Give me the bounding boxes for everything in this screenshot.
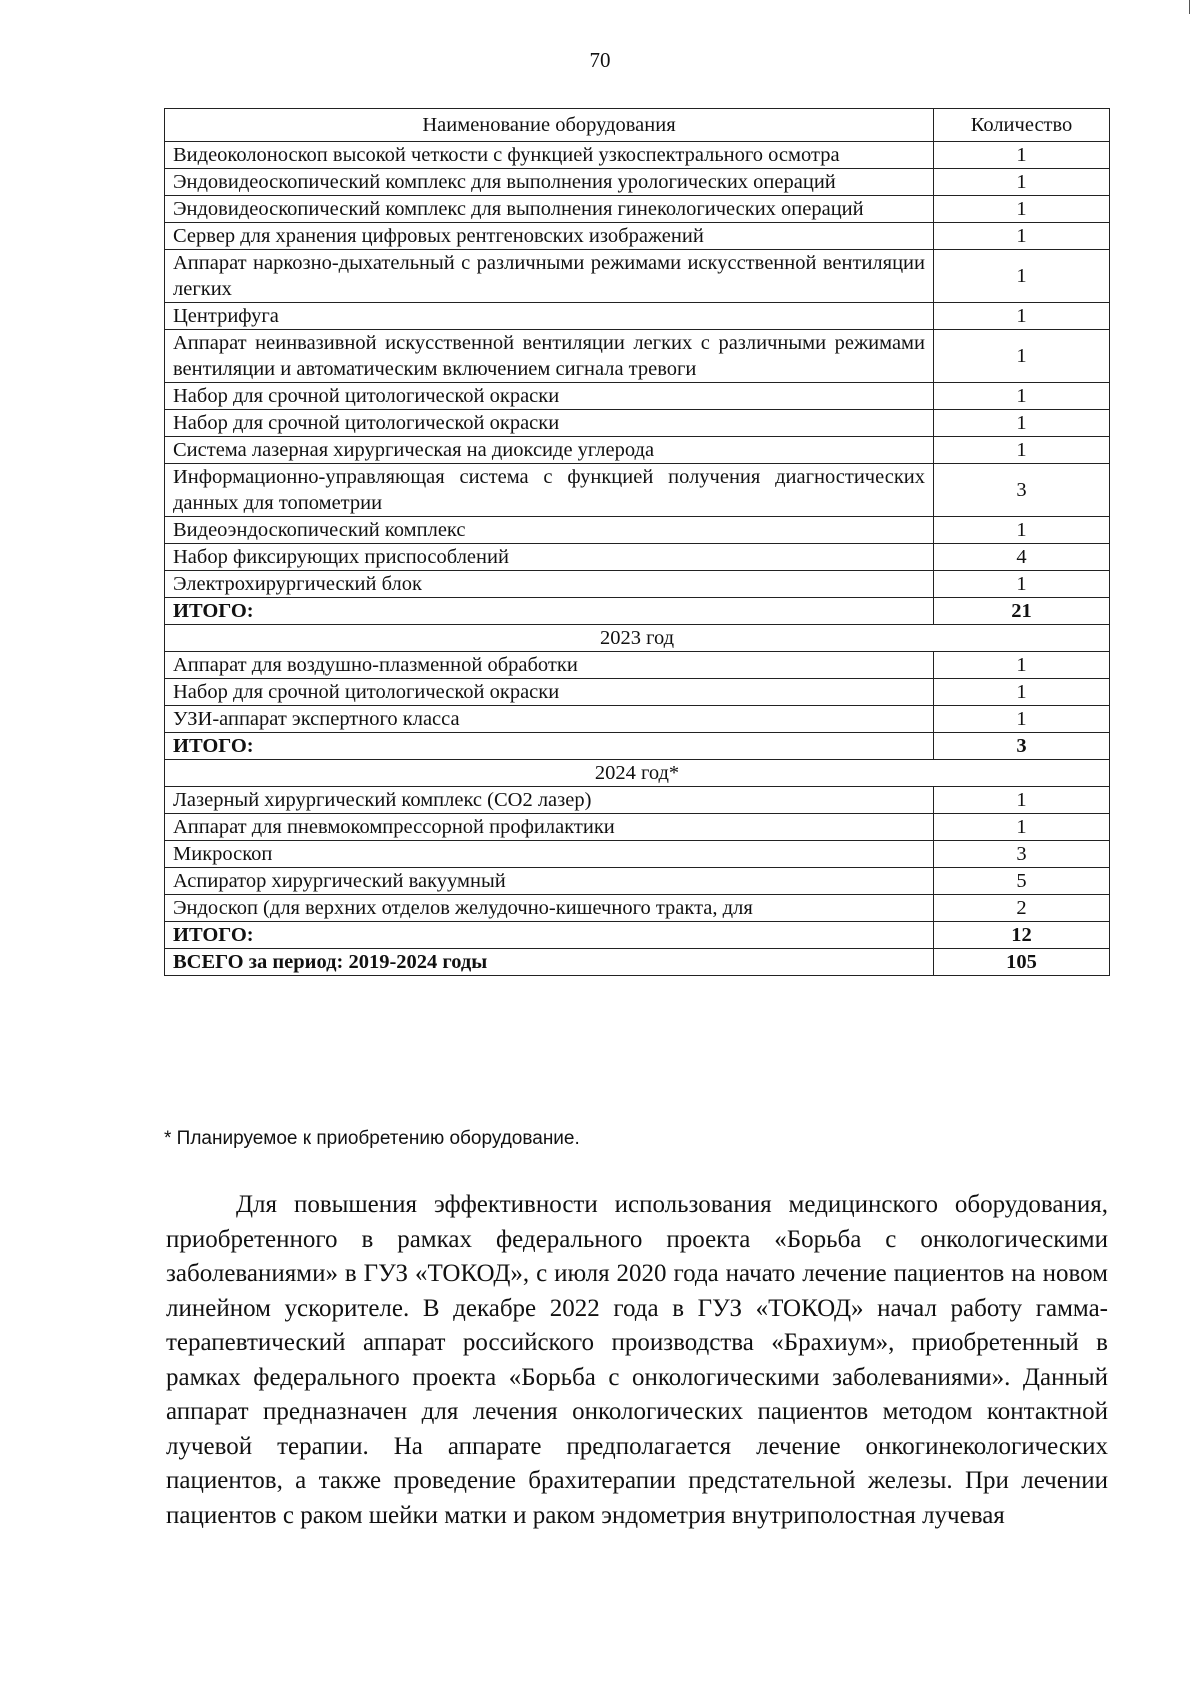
table-row bbox=[165, 814, 1110, 841]
equipment-name: Сервер для хранения цифровых рентгеновских изображений bbox=[165, 223, 934, 250]
table-row bbox=[165, 142, 1110, 169]
equipment-name: Набор для срочной цитологической окраски bbox=[165, 383, 934, 410]
equipment-name: Электрохирургический блок bbox=[165, 571, 934, 598]
total-label: ВСЕГО за период: 2019-2024 годы bbox=[165, 949, 934, 976]
table-row bbox=[165, 383, 1110, 410]
equipment-name: Эндовидеоскопический комплекс для выполнения урологических операций bbox=[165, 169, 934, 196]
table-body bbox=[165, 142, 1110, 976]
equipment-quantity: 1 bbox=[934, 437, 1110, 464]
total-row bbox=[165, 733, 1110, 760]
equipment-quantity: 1 bbox=[934, 706, 1110, 733]
equipment-quantity: 1 bbox=[934, 787, 1110, 814]
table-row bbox=[165, 841, 1110, 868]
equipment-quantity: 1 bbox=[934, 652, 1110, 679]
page-number: 70 bbox=[589, 48, 611, 72]
year-section-row bbox=[165, 760, 1110, 787]
equipment-quantity: 5 bbox=[934, 868, 1110, 895]
table-row bbox=[165, 517, 1110, 544]
total-quantity: 3 bbox=[934, 733, 1110, 760]
equipment-name: Информационно-управляющая система с функцией получения диагностических данных для топометрии bbox=[165, 464, 934, 517]
body-paragraph: Для повышения эффективности использования медицинского оборудования, приобретенного в рамках федерального проекта «Борьба с онкологическими заболеваниями» в ГУЗ «ТОКОД», с июля 2020 года начато лечение пациентов на новом линейном ускорителе. В декабре 2022 года в ГУЗ «ТОКОД» начал работу гамма-терапевтический аппарат российского производства «Брахиум», приобретенный в рамках федерального проекта «Борьба с онкологическими заболеваниями». Данный аппарат предназначен для лечения онкологических пациентов методом контактной лучевой терапии. На аппарате предполагается лечение онкогинекологических пациентов, а также проведение брахитерапии предстательной железы. При лечении пациентов с раком шейки матки и раком эндометрия внутриполостная лучевая bbox=[166, 1191, 1108, 1529]
equipment-name: Эндоскоп (для верхних отделов желудочно-кишечного тракта, для bbox=[165, 895, 934, 922]
equipment-name: Микроскоп bbox=[165, 841, 934, 868]
table-row bbox=[165, 250, 1110, 303]
equipment-quantity: 1 bbox=[934, 330, 1110, 383]
total-label: ИТОГО: bbox=[165, 922, 934, 949]
equipment-quantity: 3 bbox=[934, 841, 1110, 868]
equipment-quantity: 1 bbox=[934, 571, 1110, 598]
equipment-name: Система лазерная хирургическая на диоксиде углерода bbox=[165, 437, 934, 464]
year-label: 2024 год* bbox=[165, 760, 1110, 787]
equipment-name: Набор для срочной цитологической окраски bbox=[165, 410, 934, 437]
total-row bbox=[165, 598, 1110, 625]
table-row bbox=[165, 223, 1110, 250]
total-quantity: 105 bbox=[934, 949, 1110, 976]
table-row bbox=[165, 303, 1110, 330]
equipment-name: УЗИ-аппарат экспертного класса bbox=[165, 706, 934, 733]
equipment-quantity: 1 bbox=[934, 169, 1110, 196]
total-row bbox=[165, 922, 1110, 949]
equipment-quantity: 1 bbox=[934, 383, 1110, 410]
equipment-name: Набор для срочной цитологической окраски bbox=[165, 679, 934, 706]
table-row bbox=[165, 868, 1110, 895]
equipment-quantity: 1 bbox=[934, 410, 1110, 437]
equipment-name: Лазерный хирургический комплекс (СО2 лазер) bbox=[165, 787, 934, 814]
table-row bbox=[165, 410, 1110, 437]
total-quantity: 21 bbox=[934, 598, 1110, 625]
equipment-name: Аппарат для пневмокомпрессорной профилактики bbox=[165, 814, 934, 841]
table-header-row bbox=[165, 109, 1110, 142]
column-header-name: Наименование оборудования bbox=[165, 109, 934, 142]
table-row bbox=[165, 652, 1110, 679]
footnote: * Планируемое к приобретению оборудование. bbox=[164, 1128, 580, 1149]
table-row bbox=[165, 464, 1110, 517]
equipment-name: Набор фиксирующих приспособлений bbox=[165, 544, 934, 571]
table-row bbox=[165, 196, 1110, 223]
equipment-name: Аппарат наркозно-дыхательный с различными режимами искусственной вентиляции легких bbox=[165, 250, 934, 303]
equipment-quantity: 1 bbox=[934, 196, 1110, 223]
equipment-name: Центрифуга bbox=[165, 303, 934, 330]
table-row bbox=[165, 571, 1110, 598]
equipment-quantity: 1 bbox=[934, 250, 1110, 303]
table-row bbox=[165, 330, 1110, 383]
equipment-name: Аспиратор хирургический вакуумный bbox=[165, 868, 934, 895]
table-row bbox=[165, 437, 1110, 464]
equipment-quantity: 1 bbox=[934, 303, 1110, 330]
total-row bbox=[165, 949, 1110, 976]
equipment-quantity: 1 bbox=[934, 223, 1110, 250]
equipment-quantity: 1 bbox=[934, 814, 1110, 841]
year-section-row bbox=[165, 625, 1110, 652]
table-row bbox=[165, 544, 1110, 571]
equipment-quantity: 1 bbox=[934, 517, 1110, 544]
table-row bbox=[165, 706, 1110, 733]
table-row bbox=[165, 895, 1110, 922]
equipment-table bbox=[164, 108, 1110, 976]
column-header-quantity: Количество bbox=[934, 109, 1110, 142]
equipment-quantity: 1 bbox=[934, 679, 1110, 706]
equipment-quantity: 4 bbox=[934, 544, 1110, 571]
total-label: ИТОГО: bbox=[165, 733, 934, 760]
equipment-name: Видеоэндоскопический комплекс bbox=[165, 517, 934, 544]
table-row bbox=[165, 679, 1110, 706]
table-row bbox=[165, 169, 1110, 196]
equipment-quantity: 1 bbox=[934, 142, 1110, 169]
total-quantity: 12 bbox=[934, 922, 1110, 949]
scan-edge-mark bbox=[1189, 0, 1190, 14]
equipment-quantity: 3 bbox=[934, 464, 1110, 517]
equipment-name: Аппарат неинвазивной искусственной вентиляции легких с различными режимами вентиляции и автоматическим включением сигнала тревоги bbox=[165, 330, 934, 383]
total-label: ИТОГО: bbox=[165, 598, 934, 625]
equipment-name: Видеоколоноскоп высокой четкости с функцией узкоспектрального осмотра bbox=[165, 142, 934, 169]
year-label: 2023 год bbox=[165, 625, 1110, 652]
equipment-name: Аппарат для воздушно-плазменной обработки bbox=[165, 652, 934, 679]
equipment-name: Эндовидеоскопический комплекс для выполнения гинекологических операций bbox=[165, 196, 934, 223]
equipment-quantity: 2 bbox=[934, 895, 1110, 922]
table-row bbox=[165, 787, 1110, 814]
